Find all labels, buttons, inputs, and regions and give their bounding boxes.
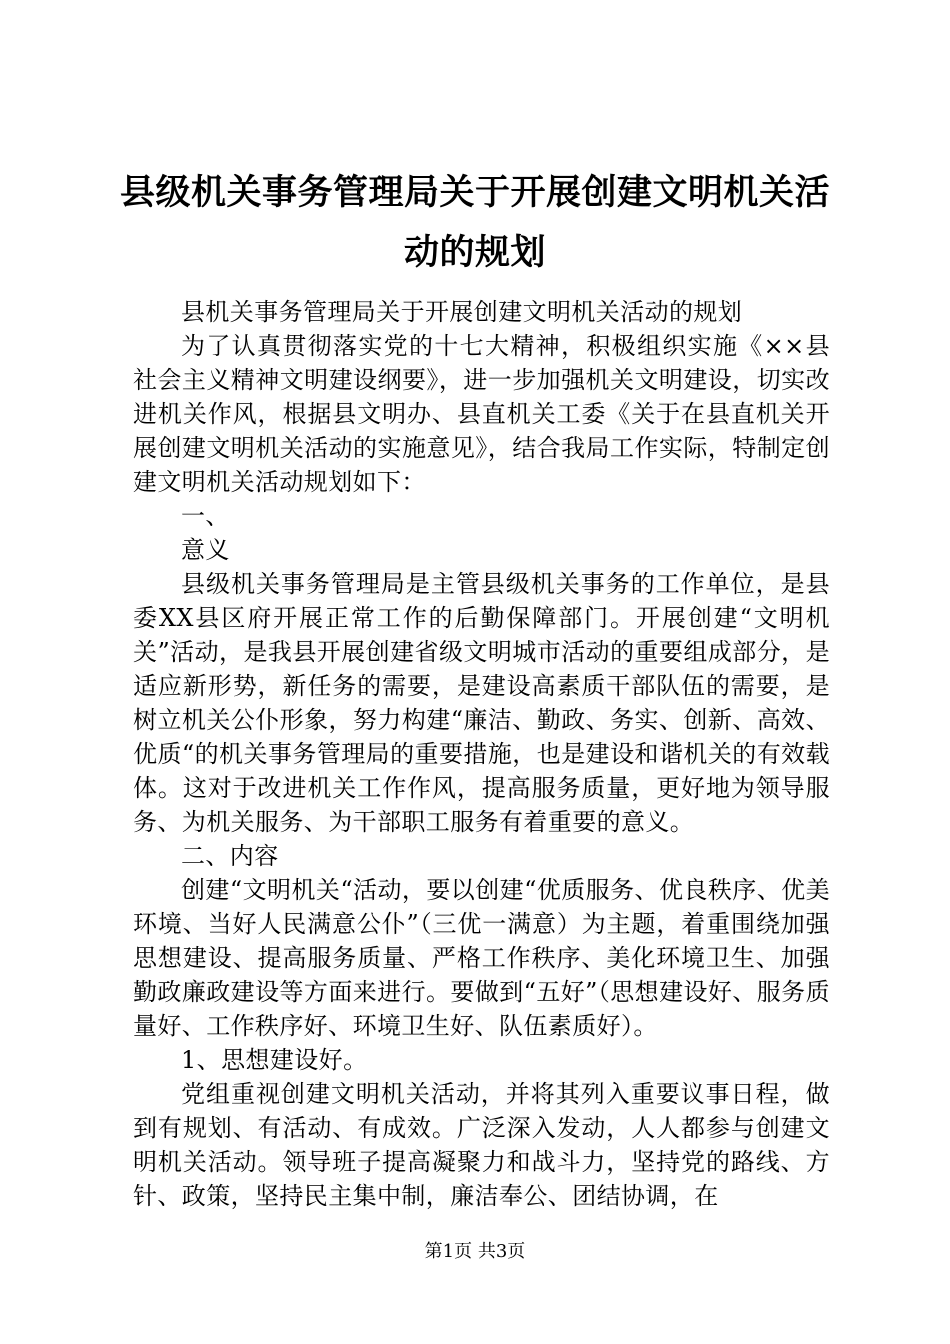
section-heading-content: 二、内容: [181, 842, 279, 870]
paragraph-significance: 县级机关事务管理局是主管县级机关事务的工作单位，是县委XX县区府开展正常工作的后勤保障部门。开展创建“文明机关”活动，是我县开展创建省级文明城市活动的重要组成部分，是适应新形势，新任务的需要，是建设高素质干部队伍的需要，是树立机关公仆形象，努力构建“廉洁、勤政、务实、创新、高效、优质“的机关事务管理局的重要措施，也是建设和谐机关的有效载体。这对于改进机关工作作风，提高服务质量，更好地为领导服务、为机关服务、为干部职工服务有着重要的意义。: [133, 570, 830, 836]
section-heading-significance: 意义: [181, 536, 230, 564]
paragraph-content: 创建“文明机关“活动，要以创建“优质服务、优良秩序、优美环境、当好人民满意公仆”（三优一满意）为主题，着重围绕加强思想建设、提高服务质量、严格工作秩序、美化环境卫生、加强勤政廉政建设等方面来进行。要做到“五好”（思想建设好、服务质量好、工作秩序好、环境卫生好、队伍素质好）。: [133, 876, 830, 1040]
document-body: [133, 295, 830, 1213]
paragraph-intro: 为了认真贯彻落实党的十七大精神，积极组织实施《××县社会主义精神文明建设纲要》，进一步加强机关文明建设，切实改进机关作风，根据县文明办、县直机关工委《关于在县直机关开展创建文明机关活动的实施意见》，结合我局工作实际，特制定创建文明机关活动规划如下：: [133, 332, 830, 496]
paragraph-ideology: 党组重视创建文明机关活动，并将其列入重要议事日程，做到有规划、有活动、有成效。广泛深入发动，人人都参与创建文明机关活动。领导班子提高凝聚力和战斗力，坚持党的路线、方针、政策，坚持民主集中制，廉洁奉公、团结协调，在: [133, 1080, 830, 1210]
paragraph-subtitle: 县机关事务管理局关于开展创建文明机关活动的规划: [181, 298, 743, 326]
subheading-ideology: 1、思想建设好。: [181, 1046, 368, 1074]
section-heading-one: 一、: [181, 502, 230, 530]
document-title: 县级机关事务管理局关于开展创建文明机关活动的规划: [120, 173, 831, 273]
page-number-footer: 第1页 共3页: [424, 1241, 526, 1262]
